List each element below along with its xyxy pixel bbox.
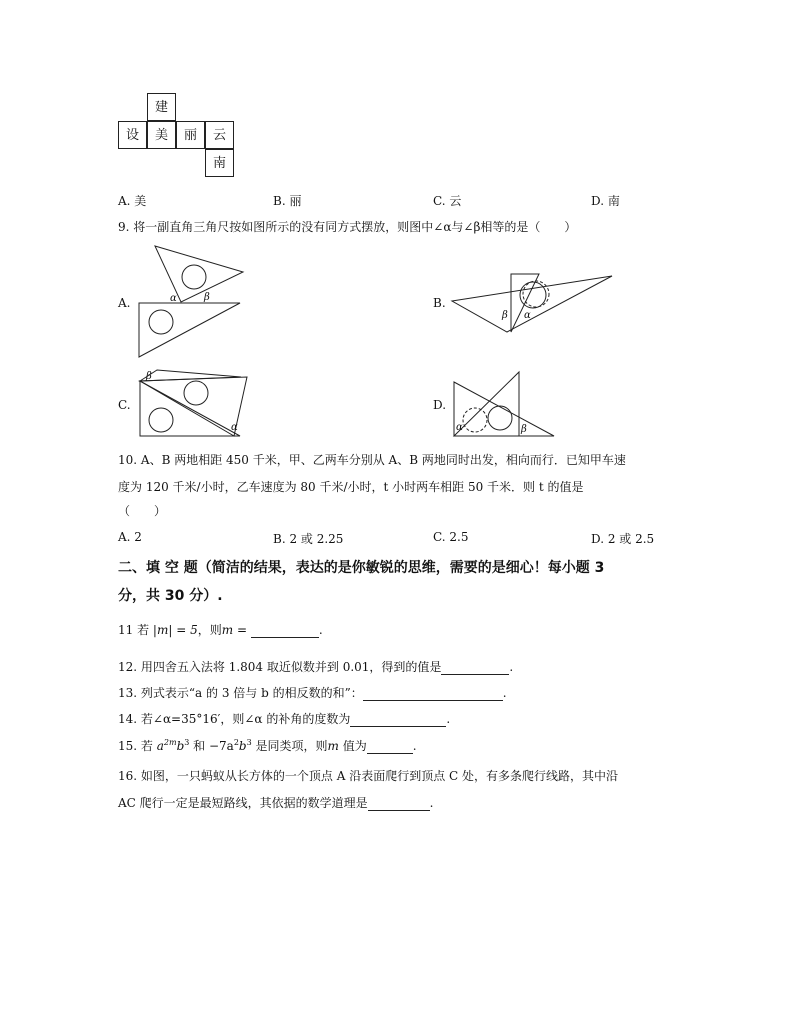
q10-option-b[interactable]: B. 2 或 2.25 (273, 532, 344, 546)
q15-mid: 和 −7a (189, 739, 234, 753)
q9-figure-b-label[interactable]: B. (433, 296, 446, 310)
q12 (118, 658, 513, 675)
q16-line1: 16. 如图，一只蚂蚁从长方体的一个顶点 A 沿表面爬行到顶点 C 处，有多条爬行线路，其中沿 (118, 769, 619, 783)
net-cell-she: 设 (118, 121, 147, 149)
q15-term1-b: b (176, 739, 185, 753)
net-cell-mei: 美 (147, 121, 176, 149)
q9-a-alpha: α (170, 293, 177, 304)
q9-d-alpha: α (456, 422, 463, 433)
q14-answer-blank[interactable] (350, 714, 446, 727)
q15 (118, 737, 417, 754)
q10-line2: 度为 120 千米/小时，乙车速度为 80 千米/小时，t 小时两车相距 50 千米．则 t 的值是 (118, 480, 584, 494)
q11-answer-blank[interactable] (251, 625, 319, 638)
q15-term1-b-exp: 3 (184, 738, 190, 747)
q11-abs: |m| = 5 (152, 623, 198, 637)
q15-var: m (327, 739, 339, 753)
q9-b-alpha: α (524, 310, 531, 321)
q9-figure-c (137, 366, 267, 438)
q14 (118, 710, 450, 727)
q10-option-a[interactable]: A. 2 (118, 530, 142, 544)
q13-end: . (502, 686, 507, 700)
net-cell-li: 丽 (176, 121, 205, 149)
q9-b-beta: β (502, 310, 508, 321)
q13 (118, 684, 507, 701)
q13-answer-blank[interactable] (363, 688, 503, 701)
q10-line3: （ ） (118, 504, 167, 518)
net-cell-yun: 云 (205, 121, 234, 149)
q9-c-beta: β (146, 371, 152, 382)
q15-term1-a-exp: 2m (163, 738, 177, 747)
q16-line2-text: AC 爬行一定是最短路线，其依据的数学道理是 (118, 796, 368, 810)
q14-text: 14. 若∠α=35°16′，则∠α 的补角的度数为 (118, 712, 351, 726)
q9-figure-a (136, 246, 266, 361)
q12-text: 12. 用四舍五入法将 1.804 取近似数并到 0.01，得到的值是 (118, 660, 442, 674)
q9-figure-d (452, 370, 562, 440)
net-cell-nan: 南 (205, 149, 234, 177)
q10-option-d[interactable]: D. 2 或 2.5 (591, 532, 655, 546)
q9-figure-d-label[interactable]: D. (433, 398, 447, 412)
q12-answer-blank[interactable] (441, 662, 509, 675)
q10-line1: 10. A、B 两地相距 450 千米，甲、乙两车分别从 A、B 两地同时出发，相向而行．已知甲车速 (118, 453, 626, 467)
q10-option-c[interactable]: C. 2.5 (433, 530, 469, 544)
q8-option-a[interactable]: A. 美 (118, 194, 147, 208)
q9-question: 9. 将一副直角三角尺按如图所示的没有同方式摆放，则图中∠α与∠β相等的是（ ） (118, 220, 577, 234)
q11-prefix: 11 若 (118, 623, 150, 637)
q9-figure-a-label[interactable]: A. (118, 296, 131, 310)
q12-end: . (509, 660, 514, 674)
q9-figure-b (452, 268, 622, 343)
q8-option-b[interactable]: B. 丽 (273, 194, 302, 208)
q8-option-c[interactable]: C. 云 (433, 194, 462, 208)
q15-post: 是同类项，则 (251, 739, 328, 753)
q11-mid: ，则 (197, 623, 222, 637)
q11-eq: = (233, 623, 251, 637)
q16-end: . (429, 796, 434, 810)
q9-a-beta: β (204, 292, 210, 303)
net-cell-jian: 建 (147, 93, 176, 121)
q15-term2-b: b (238, 739, 247, 753)
q15-term2-a-exp: 2 (233, 738, 239, 747)
q8-option-d[interactable]: D. 南 (591, 194, 620, 208)
q13-text: 13. 列式表示“a 的 3 倍与 b 的相反数的和”： (118, 686, 363, 700)
q9-d-beta: β (521, 424, 527, 435)
q15-end: . (412, 739, 417, 753)
q15-prefix: 15. 若 (118, 739, 157, 753)
q11 (118, 621, 323, 638)
section-2-heading-line2: 分，共 30 分）. (118, 588, 223, 604)
q15-term2-b-exp: 3 (246, 738, 252, 747)
section-2-heading-line1: 二、填 空 题（简洁的结果，表达的是你敏锐的思维，需要的是细心！每小题 3 (118, 560, 605, 576)
q15-term1-a: a (156, 739, 164, 753)
q11-var: m (221, 623, 234, 637)
q9-figure-c-label[interactable]: C. (118, 398, 131, 412)
q9-c-alpha: α (231, 422, 238, 433)
q11-end: . (318, 623, 323, 637)
q14-end: . (446, 712, 451, 726)
q16-answer-blank[interactable] (368, 798, 430, 811)
q16-line2 (118, 794, 434, 811)
q15-post2: 值为 (338, 739, 367, 753)
q15-answer-blank[interactable] (367, 741, 413, 754)
